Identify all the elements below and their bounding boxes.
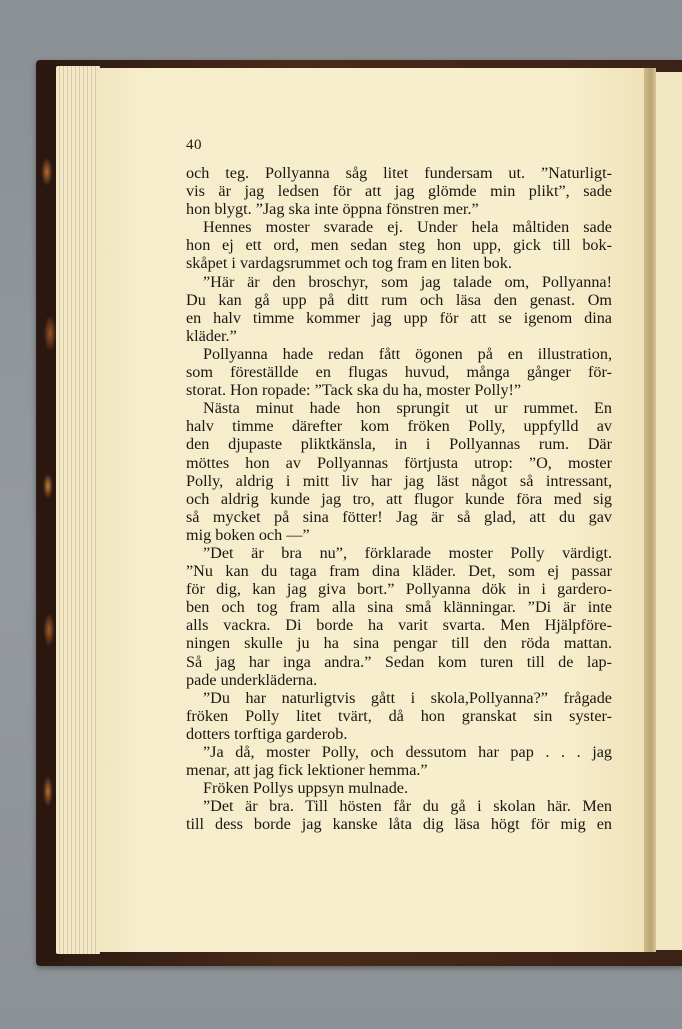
text-line: för dig, kan jag giva bort.” Pollyanna dök in i gardero-	[186, 580, 612, 599]
body-text	[186, 164, 612, 833]
text-line: Polly, aldrig i mitt liv har jag läst något så intressant,	[186, 471, 612, 490]
text-line: skåpet i vardagsrummet och tog fram en liten bok.	[186, 254, 512, 273]
text-line: möttes hon av Pollyannas förtjusta utrop: ”O, moster	[186, 453, 612, 472]
text-line: vis är jag ledsen för att jag glömde min plikt”, sade	[186, 182, 612, 201]
text-line: till dess borde jag kanske låta dig läsa högt för mig en	[186, 815, 612, 834]
text-line: den djupaste pliktkänsla, in i Pollyannas rum. Där	[186, 435, 612, 454]
text-line: hon ej ett ord, men sedan steg hon upp, gick till bok-	[186, 236, 612, 255]
text-line: Så jag har inga andra.” Sedan kom turen till de lap-	[186, 652, 612, 671]
text-line: ”Det är bra nu”, förklarade moster Polly värdigt.	[203, 543, 612, 562]
text-line: kläder.”	[186, 326, 237, 345]
text-line: pade underkläderna.	[186, 670, 318, 689]
text-line: ”Du har naturligtvis gått i skola,Pollyanna?” frågade	[203, 688, 612, 707]
text-line: hon blygt. ”Jag ska inte öppna fönstren mer.”	[186, 200, 479, 219]
text-line: Fröken Pollys uppsyn mulnade.	[203, 779, 409, 798]
text-line: ”Nu kan du taga fram dina kläder. Det, som ej passar	[186, 562, 612, 581]
text-line: ben och tog fram alla sina små klänningar. ”Di är inte	[186, 598, 612, 617]
text-line: och aldrig kunde jag tro, att flugor kunde föra med sig	[186, 489, 612, 508]
text-line: Hennes moster svarade ej. Under hela måltiden sade	[203, 218, 612, 237]
text-line: alls vackra. Di borde ha varit svarta. Men Hjälpföre-	[186, 616, 612, 635]
text-line: som föreställde en flugas huvud, många gånger för-	[186, 363, 612, 382]
text-line: och teg. Pollyanna såg litet fundersam ut. ”Naturligt-	[186, 164, 612, 182]
text-line: ”Här är den broschyr, som jag talade om, Pollyanna!	[203, 272, 612, 291]
text-line: ”Det är bra. Till hösten får du gå i skolan här. Men	[203, 797, 612, 816]
text-line: ningen skulle ju ha sina pengar till den röda mattan.	[186, 634, 612, 653]
page-number: 40	[186, 137, 202, 153]
text-line: Pollyanna hade redan fått ögonen på en illustration,	[203, 344, 612, 363]
text-line: fröken Polly litet tvärt, då hon granskat sin syster-	[186, 706, 612, 725]
text-line: menar, att jag fick lektioner hemma.”	[186, 761, 428, 780]
text-line: Nästa minut hade hon sprungit ut ur rummet. En	[203, 399, 612, 418]
text-line: Du kan gå upp på ditt rum och läsa den genast. Om	[186, 290, 612, 309]
text-line: halv timme därefter kom fröken Polly, uppfylld av	[186, 417, 612, 436]
text-line: dotters torftiga garderob.	[186, 724, 348, 743]
text-line: storat. Hon ropade: ”Tack ska du ha, moster Polly!”	[186, 381, 522, 400]
book-gutter	[644, 68, 656, 952]
text-line: så mycket på sina fötter! Jag är så glad, att du gav	[186, 507, 612, 526]
text-line: mig boken och —”	[186, 525, 310, 544]
text-line: en halv timme kommer jag upp för att se igenom dina	[186, 308, 612, 327]
facing-page-edge	[656, 72, 682, 950]
text-line: ”Ja då, moster Polly, och dessutom har pap . . . jag	[203, 743, 612, 761]
page-edges	[56, 66, 100, 954]
